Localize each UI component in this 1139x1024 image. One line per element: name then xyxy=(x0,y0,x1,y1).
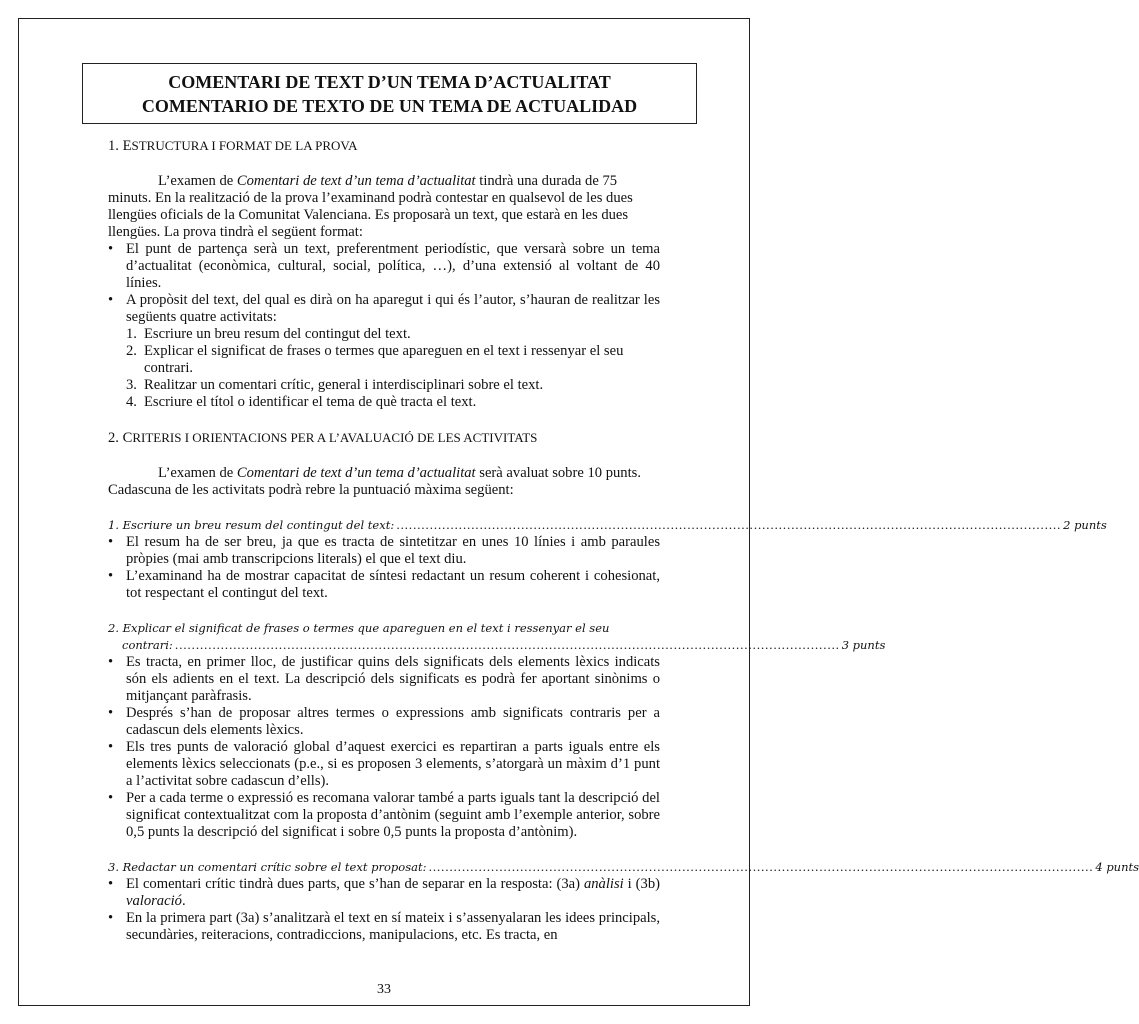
page-number: 33 xyxy=(377,982,391,997)
list-item: • A propòsit del text, del qual es dirà on ha aparegut i qui és l’autor, s’hauran de realitzar les següents quatre activitats: xyxy=(108,292,660,326)
list-item: • El resum ha de ser breu, ja que es tracta de sintetitzar en unes 10 línies i amb paraules pròpies (mai amb transcripcions literals) el que el text diu. xyxy=(108,534,660,568)
dot-leader: ................................................................................................................................................................ xyxy=(174,638,840,652)
list-item: • El comentari crític tindrà dues parts, que s’han de separar en la resposta: (3a) anàlisi i (3b) valoració. xyxy=(108,876,660,910)
points-label: 3 punts xyxy=(841,638,886,652)
list-item: • Per a cada terme o expressió es recomana valorar també a parts iguals tant la descripció del significat contextualitzat com la proposta d’antònim (seguint amb l’exemple anterior, sobre 0,5 punts la descripció del significat i sobre 0,5 punts la proposta d’antònim). xyxy=(108,790,660,841)
title-spanish: COMENTARIO DE TEXTO DE UN TEMA DE ACTUALIDAD xyxy=(141,96,638,116)
document-body xyxy=(108,137,1139,944)
activity-item: 4. Escriure el títol o identificar el tema de què tracta el text. xyxy=(126,394,477,410)
section-1-heading: 1. ESTRUCTURA I FORMAT DE LA PROVA xyxy=(108,138,358,154)
section-1-intro: L’examen de Comentari de text d’un tema d’actualitat tindrà una durada de 75 minuts. En la realització de la prova l’examinand podrà contestar en qualsevol de les dues llengües oficials de la Comunitat Valenciana. Es proposarà un text, que estarà en les dues llengües. La prova tindrà el següent format: xyxy=(108,173,633,240)
activity-item: 2. Explicar el significat de frases o termes que apareguen en el text i ressenyar el seu contrari. xyxy=(126,343,624,376)
activity-3-heading: 3. Redactar un comentari crític sobre el text proposat: ................................................................................................................................................................ 4 punts xyxy=(108,860,1139,874)
points-label: 2 punts xyxy=(1063,518,1107,532)
activity-item: 3. Realitzar un comentari crític, general i interdisciplinari sobre el text. xyxy=(126,377,544,393)
title-catalan: COMENTARI DE TEXT D’UN TEMA D’ACTUALITAT xyxy=(168,72,611,92)
list-item: • En la primera part (3a) s’analitzarà el text en sí mateix i s’assenyalaran les idees principals, secundàries, reiteracions, contradiccions, manipulacions, etc. Es tracta, en xyxy=(108,910,660,944)
list-item: • Els tres punts de valoració global d’aquest exercici es repartiran a parts iguals entre els elements lèxics seleccionats (p.e., si es proposen 3 elements, s’atorgarà un màxim d’1 punt a l’activitat sobre cadascun d’ells). xyxy=(108,739,660,790)
activity-2-heading: 2. Explicar el significat de frases o termes que apareguen en el text i ressenyar el seu xyxy=(108,621,610,635)
activity-1-heading: 1. Escriure un breu resum del contingut del text: ................................................................................................................................................................ 2 punts xyxy=(108,518,1107,532)
dot-leader: ................................................................................................................................................................ xyxy=(396,518,1062,532)
activity-item: 1. Escriure un breu resum del contingut del text. xyxy=(126,326,411,342)
list-item: • El punt de partença serà un text, preferentment periodístic, que versarà sobre un tema d’actualitat (econòmica, cultural, social, política, …), d’una extensió al voltant de 40 línies. xyxy=(108,241,660,292)
list-item: • L’examinand ha de mostrar capacitat de síntesi redactant un resum coherent i cohesionat, tot respectant el contingut del text. xyxy=(108,568,660,602)
title-box xyxy=(82,63,697,124)
list-item: • Després s’han de proposar altres termes o expressions amb significats contraris per a cadascun dels elements lèxics. xyxy=(108,705,660,739)
section-2-intro: L’examen de Comentari de text d’un tema d’actualitat serà avaluat sobre 10 punts. Cadascuna de les activitats podrà rebre la puntuació màxima següent: xyxy=(108,465,641,498)
section-2-heading: 2. CRITERIS I ORIENTACIONS PER A L’AVALUACIÓ DE LES ACTIVITATS xyxy=(108,430,538,446)
activity-2-heading-cont: contrari: ................................................................................................................................................................ 3 punts xyxy=(122,638,886,652)
points-label: 4 punts xyxy=(1095,860,1139,874)
list-item: • Es tracta, en primer lloc, de justificar quins dels significats dels elements lèxics indicats són els adients en el text. La descripció dels significats es podrà fer aportant sinònims o mitjançant paràfrasis. xyxy=(108,654,660,705)
dot-leader: ................................................................................................................................................................ xyxy=(428,860,1094,874)
